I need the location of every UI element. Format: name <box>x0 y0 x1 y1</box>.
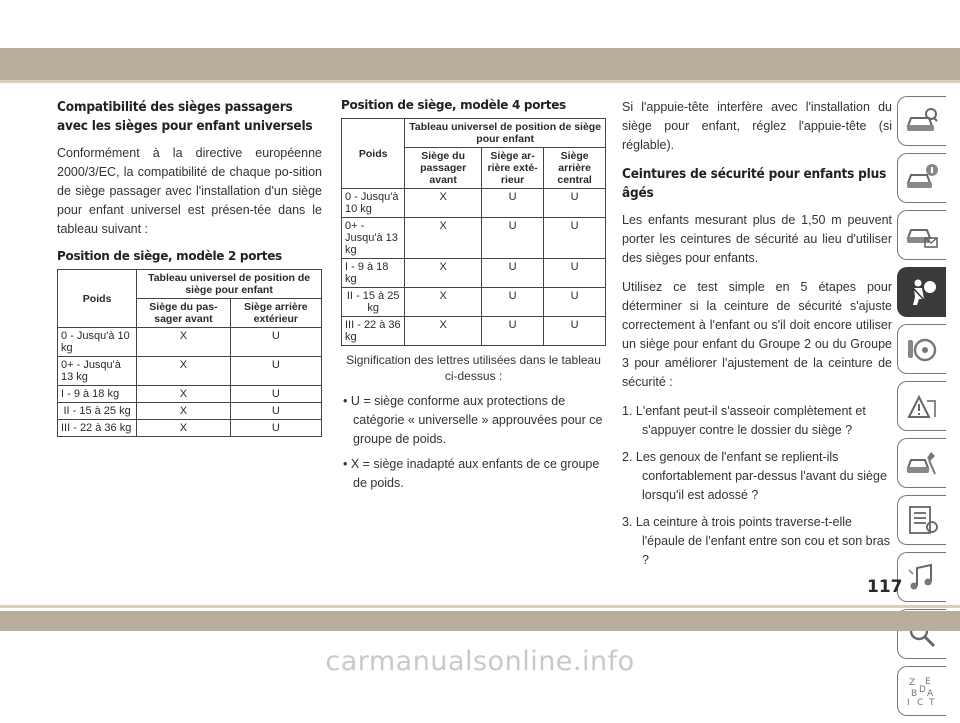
cell-value: U <box>544 317 606 346</box>
table-2-doors <box>57 269 322 437</box>
table-row <box>58 403 322 420</box>
header-rear-outer: Siège ar-rière exté-rieur <box>481 148 543 189</box>
header-universal-table: Tableau universel de position de siège pour enfant <box>405 119 606 148</box>
multimedia-icon[interactable] <box>897 552 946 602</box>
warning-road-icon[interactable] <box>897 381 946 431</box>
cell-value: U <box>230 328 321 357</box>
section-heading-older-children: Ceintures de sécurité pour enfants plus âgés <box>622 166 887 201</box>
table-title-2-doors: Position de siège, modèle 2 portes <box>57 249 282 263</box>
cell-weight: 0 - Jusqu'à 10 kg <box>342 189 405 218</box>
car-search-icon[interactable] <box>897 96 946 146</box>
cell-value: U <box>544 288 606 317</box>
cell-weight: II - 15 à 25 kg <box>342 288 405 317</box>
table-row <box>58 420 322 437</box>
older-children-paragraph: Les enfants mesurant plus de 1,50 m peuvent porter les ceintures de sécurité au lieu d'utiliser des sièges pour enfants. <box>622 213 892 265</box>
bottom-band-line <box>0 605 960 608</box>
svg-text:A: A <box>927 689 934 699</box>
cell-value: X <box>137 328 230 357</box>
list-item: • X = siège inadapté aux enfants de ce groupe de poids. <box>343 457 600 490</box>
header-poids: Poids <box>58 270 137 328</box>
car-message-icon[interactable] <box>897 210 946 260</box>
section-heading-compatibility: Compatibilité des sièges passagers avec les sièges pour enfant universels <box>57 99 313 134</box>
cell-value: X <box>405 259 482 288</box>
car-info-icon[interactable] <box>897 153 946 203</box>
header-front-passenger: Siège du pas-sager avant <box>137 299 230 328</box>
cell-value: X <box>137 386 230 403</box>
cell-value: X <box>137 403 230 420</box>
legend-caption: Signification des lettres utilisées dans le tableau ci-dessus : <box>346 353 601 383</box>
test-intro-paragraph: Utilisez ce test simple en 5 étapes pour déterminer si la ceinture de sécurité s'ajuste correctement à l'enfant ou s'il doit encore utiliser un siège pour enfant du Groupe 2 ou du Groupe 3 pour améliorer l'ajustement de la ceinture de sécurité : <box>622 280 892 389</box>
cell-weight: III - 22 à 36 kg <box>58 420 137 437</box>
cell-value: U <box>544 218 606 259</box>
cell-value: X <box>405 317 482 346</box>
steering-ignition-icon[interactable] <box>897 324 946 374</box>
svg-text:Z: Z <box>909 678 916 688</box>
header-rear-center: Siège arrière central <box>544 148 606 189</box>
table-row <box>342 288 606 317</box>
cell-value: U <box>230 357 321 386</box>
cell-value: U <box>481 259 543 288</box>
checklist-icon[interactable] <box>897 495 946 545</box>
cell-value: U <box>481 317 543 346</box>
cell-value: X <box>137 357 230 386</box>
table-row <box>58 386 322 403</box>
header-universal-table: Tableau universel de position de siège pour enfant <box>137 270 322 299</box>
header-poids: Poids <box>342 119 405 189</box>
cell-weight: 0+ - Jusqu'à 13 kg <box>342 218 405 259</box>
cell-value: U <box>481 218 543 259</box>
right-column <box>622 98 892 578</box>
left-column <box>57 98 322 437</box>
cell-weight: II - 15 à 25 kg <box>58 403 137 420</box>
watermark: carmanualsonline.info <box>325 646 635 677</box>
seatbelt-airbag-icon[interactable] <box>897 267 946 317</box>
table-row <box>342 259 606 288</box>
list-item: 2. Les genoux de l'enfant se replient-ils confortablement par-dessus l'avant du siège lorsqu'il est adossé ? <box>622 450 887 502</box>
cell-value: U <box>230 403 321 420</box>
cell-value: U <box>544 189 606 218</box>
svg-text:E: E <box>925 677 931 687</box>
table-row <box>58 328 322 357</box>
middle-column <box>341 98 606 499</box>
table-row <box>58 357 322 386</box>
svg-text:I: I <box>907 698 910 708</box>
legend-list <box>341 392 606 493</box>
cell-value: X <box>405 288 482 317</box>
cell-value: U <box>481 288 543 317</box>
table-row <box>342 218 606 259</box>
cell-value: U <box>230 386 321 403</box>
cell-weight: 0+ - Jusqu'à 13 kg <box>58 357 137 386</box>
page-number: 117 <box>867 577 903 597</box>
cell-value: X <box>405 189 482 218</box>
top-band-line <box>0 80 960 83</box>
cell-weight: 0 - Jusqu'à 10 kg <box>58 328 137 357</box>
cell-value: X <box>137 420 230 437</box>
car-service-icon[interactable] <box>897 438 946 488</box>
header-front-passenger: Siège du passager avant <box>405 148 482 189</box>
compatibility-paragraph: Conformément à la directive européenne 2000/3/EC, la compatibilité de chaque po-sition de siège passager avec l'installation d'un siège pour enfant universel est présen-tée dans le tableau suivant : <box>57 146 322 236</box>
cell-weight: I - 9 à 18 kg <box>342 259 405 288</box>
table-row <box>342 317 606 346</box>
cell-value: U <box>481 189 543 218</box>
svg-text:D: D <box>919 685 926 695</box>
list-item: 3. La ceinture à trois points traverse-t-elle l'épaule de l'enfant entre son cou et son bras ? <box>622 515 890 567</box>
list-item: 1. L'enfant peut-il s'asseoir complètement et s'appuyer contre le dossier du siège ? <box>622 404 866 437</box>
test-steps-list <box>622 402 892 570</box>
cell-value: U <box>230 420 321 437</box>
cell-weight: III - 22 à 36 kg <box>342 317 405 346</box>
svg-text:B: B <box>911 689 918 699</box>
bottom-band <box>0 611 960 631</box>
cell-value: U <box>544 259 606 288</box>
cell-weight: I - 9 à 18 kg <box>58 386 137 403</box>
cell-value: X <box>405 218 482 259</box>
headrest-paragraph: Si l'appuie-tête interfère avec l'installation du siège pour enfant, réglez l'appuie-tête (si réglable). <box>622 100 892 152</box>
table-4-doors <box>341 118 606 346</box>
header-rear-outer: Siège arrière extérieur <box>230 299 321 328</box>
table-row <box>342 189 606 218</box>
svg-text:C: C <box>917 698 924 708</box>
top-band <box>0 48 960 80</box>
list-item: • U = siège conforme aux protections de catégorie « universelle » approuvées pour ce groupe de poids. <box>343 394 603 446</box>
table-title-4-doors: Position de siège, modèle 4 portes <box>341 98 566 112</box>
svg-text:T: T <box>929 698 935 708</box>
